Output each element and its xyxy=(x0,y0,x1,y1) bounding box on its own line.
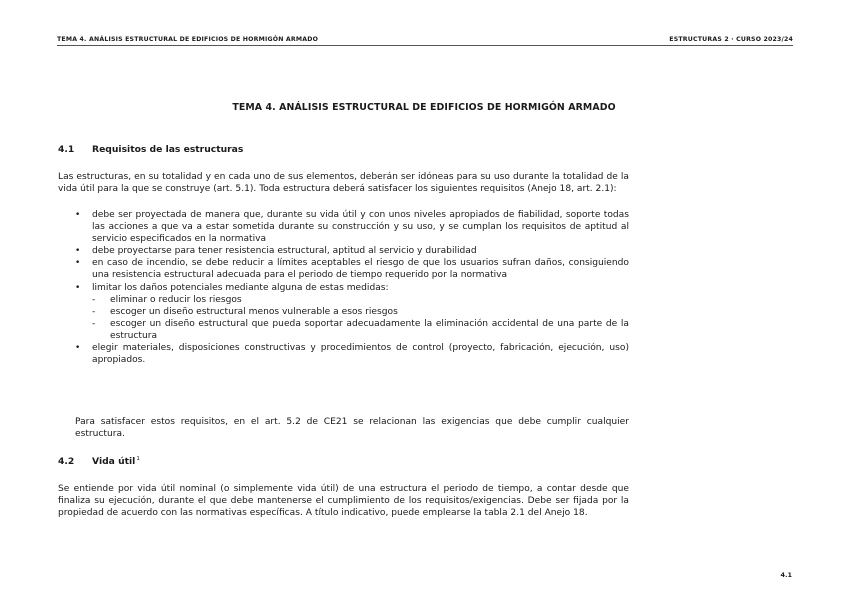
list-item: • debe ser proyectada de manera que, durante su vida útil y con unos niveles apropiados de fiabilidad, soporte todas las acciones a que va a estar sometida durante su construcción y su uso, y se cumplan los requisitos de aptitud al servicio especificados en la normativa xyxy=(58,209,629,245)
header-rule xyxy=(57,45,793,46)
document-title: TEMA 4. ANÁLISIS ESTRUCTURAL DE EDIFICIOS DE HORMIGÓN ARMADO xyxy=(232,102,616,113)
section-4-1-intro: Las estructuras, en su totalidad y en cada uno de sus elementos, deberán ser idóneas para su uso durante la totalidad de la vida útil para la que se construye (art. 5.1). Toda estructura deberá satisfacer los siguientes requisitos (Anejo 18, art. 2.1): xyxy=(58,172,629,195)
sub-list-item: - escoger un diseño estructural que pueda soportar adecuadamente la eliminación accidental de una parte de la estructura xyxy=(92,318,629,342)
section-title: Vida útil xyxy=(92,456,136,468)
section-heading-4-2 xyxy=(58,456,140,467)
list-item: • debe proyectarse para tener resistencia estructural, aptitud al servicio y durabilidad xyxy=(58,245,629,257)
running-header-right: ESTRUCTURAS 2 · CURSO 2023/24 xyxy=(669,36,793,43)
footnote-ref: 1 xyxy=(136,456,140,462)
sub-list-item: - eliminar o reducir los riesgos xyxy=(92,294,629,306)
list-item: • en caso de incendio, se debe reducir a límites aceptables el riesgo de que los usuarios sufran daños, consiguiendo una resistencia estructural adecuada para el periodo de tiempo requerido por la normativa xyxy=(58,257,629,281)
measures-sublist xyxy=(92,294,629,342)
list-item-text: limitar los daños potenciales mediante alguna de estas medidas: xyxy=(92,282,389,293)
page-number: 4.1 xyxy=(780,571,792,579)
section-title: Requisitos de las estructuras xyxy=(92,144,244,155)
section-4-1-closing: Para satisfacer estos requisitos, en el art. 5.2 de CE21 se relacionan las exigencias que debe cumplir cualquier estructura. xyxy=(75,417,629,440)
requirements-list xyxy=(58,209,629,366)
section-number: 4.1 xyxy=(58,144,75,155)
list-item-with-sublist xyxy=(58,282,629,342)
running-header-left: TEMA 4. ANÁLISIS ESTRUCTURAL DE EDIFICIOS DE HORMIGÓN ARMADO xyxy=(57,36,319,43)
sub-list-item: - escoger un diseño estructural menos vulnerable a esos riesgos xyxy=(92,306,629,318)
section-number: 4.2 xyxy=(58,456,75,468)
list-item: • elegir materiales, disposiciones constructivas y procedimientos de control (proyecto, fabricación, ejecución, uso) apropiados. xyxy=(58,342,629,366)
section-heading-4-1 xyxy=(58,144,243,155)
section-4-2-body: Se entiende por vida útil nominal (o simplemente vida útil) de una estructura el periodo de tiempo, a contar desde que finaliza su ejecución, durante el que debe mantenerse el cumplimiento de los requisitos/exigencias. Debe ser fijada por la propiedad de acuerdo con las normativas específicas. A título indicativo, puede emplearse la tabla 2.1 del Anejo 18. xyxy=(58,484,629,519)
